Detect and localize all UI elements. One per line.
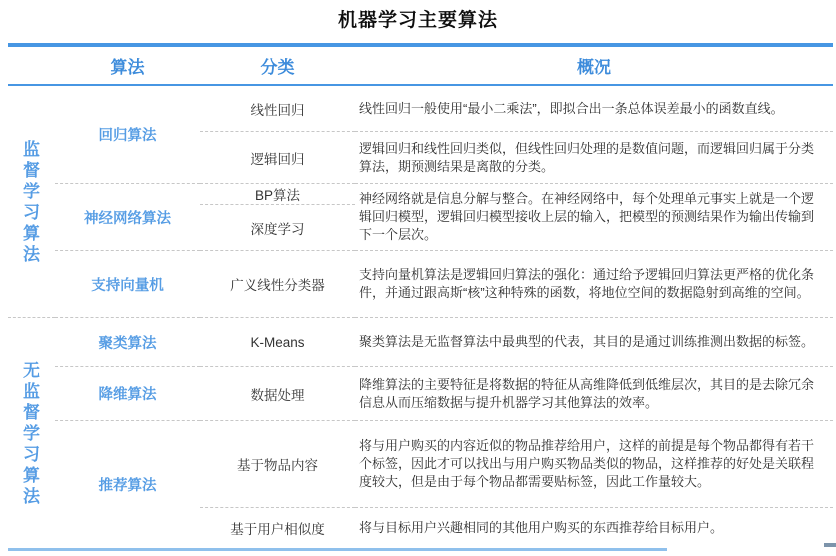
header-algorithm: 算法	[110, 58, 145, 77]
overview-item-content-based: 将与用户购买的内容近似的物品推荐给用户，这样的前提是每个物品都得有若干个标签，因此才可以找出与用户购买物品类似的物品，这样推荐的好处是关联程度较大，但是由于每个物品都需要贴标签，因此工作量较大。	[355, 420, 833, 507]
page-title: 机器学习主要算法	[337, 10, 498, 31]
header-overview: 概况	[577, 58, 611, 77]
header-category: 分类	[260, 58, 295, 77]
algo-svm: 支持向量机	[55, 250, 200, 317]
algo-regression: 回归算法	[98, 128, 157, 144]
category-logistic-regression: 逻辑回归	[200, 131, 355, 183]
table-body	[8, 86, 833, 548]
overview-user-similarity-based: 将与目标用户兴趣相同的其他用户购买的东西推荐给目标用户。	[355, 507, 833, 548]
overview-linear-regression: 线性回归一般使用“最小二乘法”，即拟合出一条总体误差最小的函数直线。	[359, 100, 784, 116]
category-item-content-based: 基于物品内容	[200, 420, 355, 507]
group-supervised	[8, 86, 55, 317]
category-deep-learning: 深度学习	[200, 204, 355, 250]
group-unsupervised	[8, 317, 55, 548]
group-supervised-label: 监督学习算法	[23, 139, 40, 264]
category-user-similarity-based: 基于用户相似度	[200, 507, 355, 548]
bottom-line-corner-fragment	[824, 543, 836, 547]
category-generalized-linear-classifier: 广义线性分类器	[200, 250, 355, 317]
category-linear-regression: 线性回归	[250, 102, 305, 118]
bottom-accent-line	[8, 548, 667, 551]
table-header-row	[8, 43, 833, 86]
overview-svm: 支持向量机算法是逻辑回归算法的强化：通过给予逻辑回归算法更严格的优化条件，并通过跟高斯“核”这种特殊的函数，将地位空间的数据隐射到高维的空间。	[355, 250, 833, 317]
category-data-processing: 数据处理	[200, 366, 355, 420]
category-bp-algorithm: BP算法	[200, 183, 355, 204]
category-kmeans: K-Means	[200, 317, 355, 366]
overview-clustering: 聚类算法是无监督算法中最典型的代表，其目的是通过训练推测出数据的标签。	[355, 317, 833, 366]
algo-recommendation: 推荐算法	[55, 420, 200, 548]
group-unsupervised-label: 无监督学习算法	[23, 360, 40, 506]
overview-neural-network: 神经网络就是信息分解与整合。在神经网络中，每个处理单元事实上就是一个逻辑回归模型，逻辑回归模型接收上层的输入，把模型的预测结果作为输出传输到下一个层次。	[355, 183, 833, 250]
overview-logistic-regression: 逻辑回归和线性回归类似，但线性回归处理的是数值问题，而逻辑回归属于分类算法，期预测结果是离散的分类。	[355, 131, 833, 183]
algo-dimensionality-reduction: 降维算法	[55, 366, 200, 420]
overview-dimensionality-reduction: 降维算法的主要特征是将数据的特征从高维降低到低维层次，其目的是去除冗余信息从而压缩数据与提升机器学习其他算法的效率。	[355, 366, 833, 420]
algo-clustering: 聚类算法	[55, 317, 200, 366]
algo-neural-network: 神经网络算法	[55, 183, 200, 250]
algorithms-table	[8, 43, 833, 548]
